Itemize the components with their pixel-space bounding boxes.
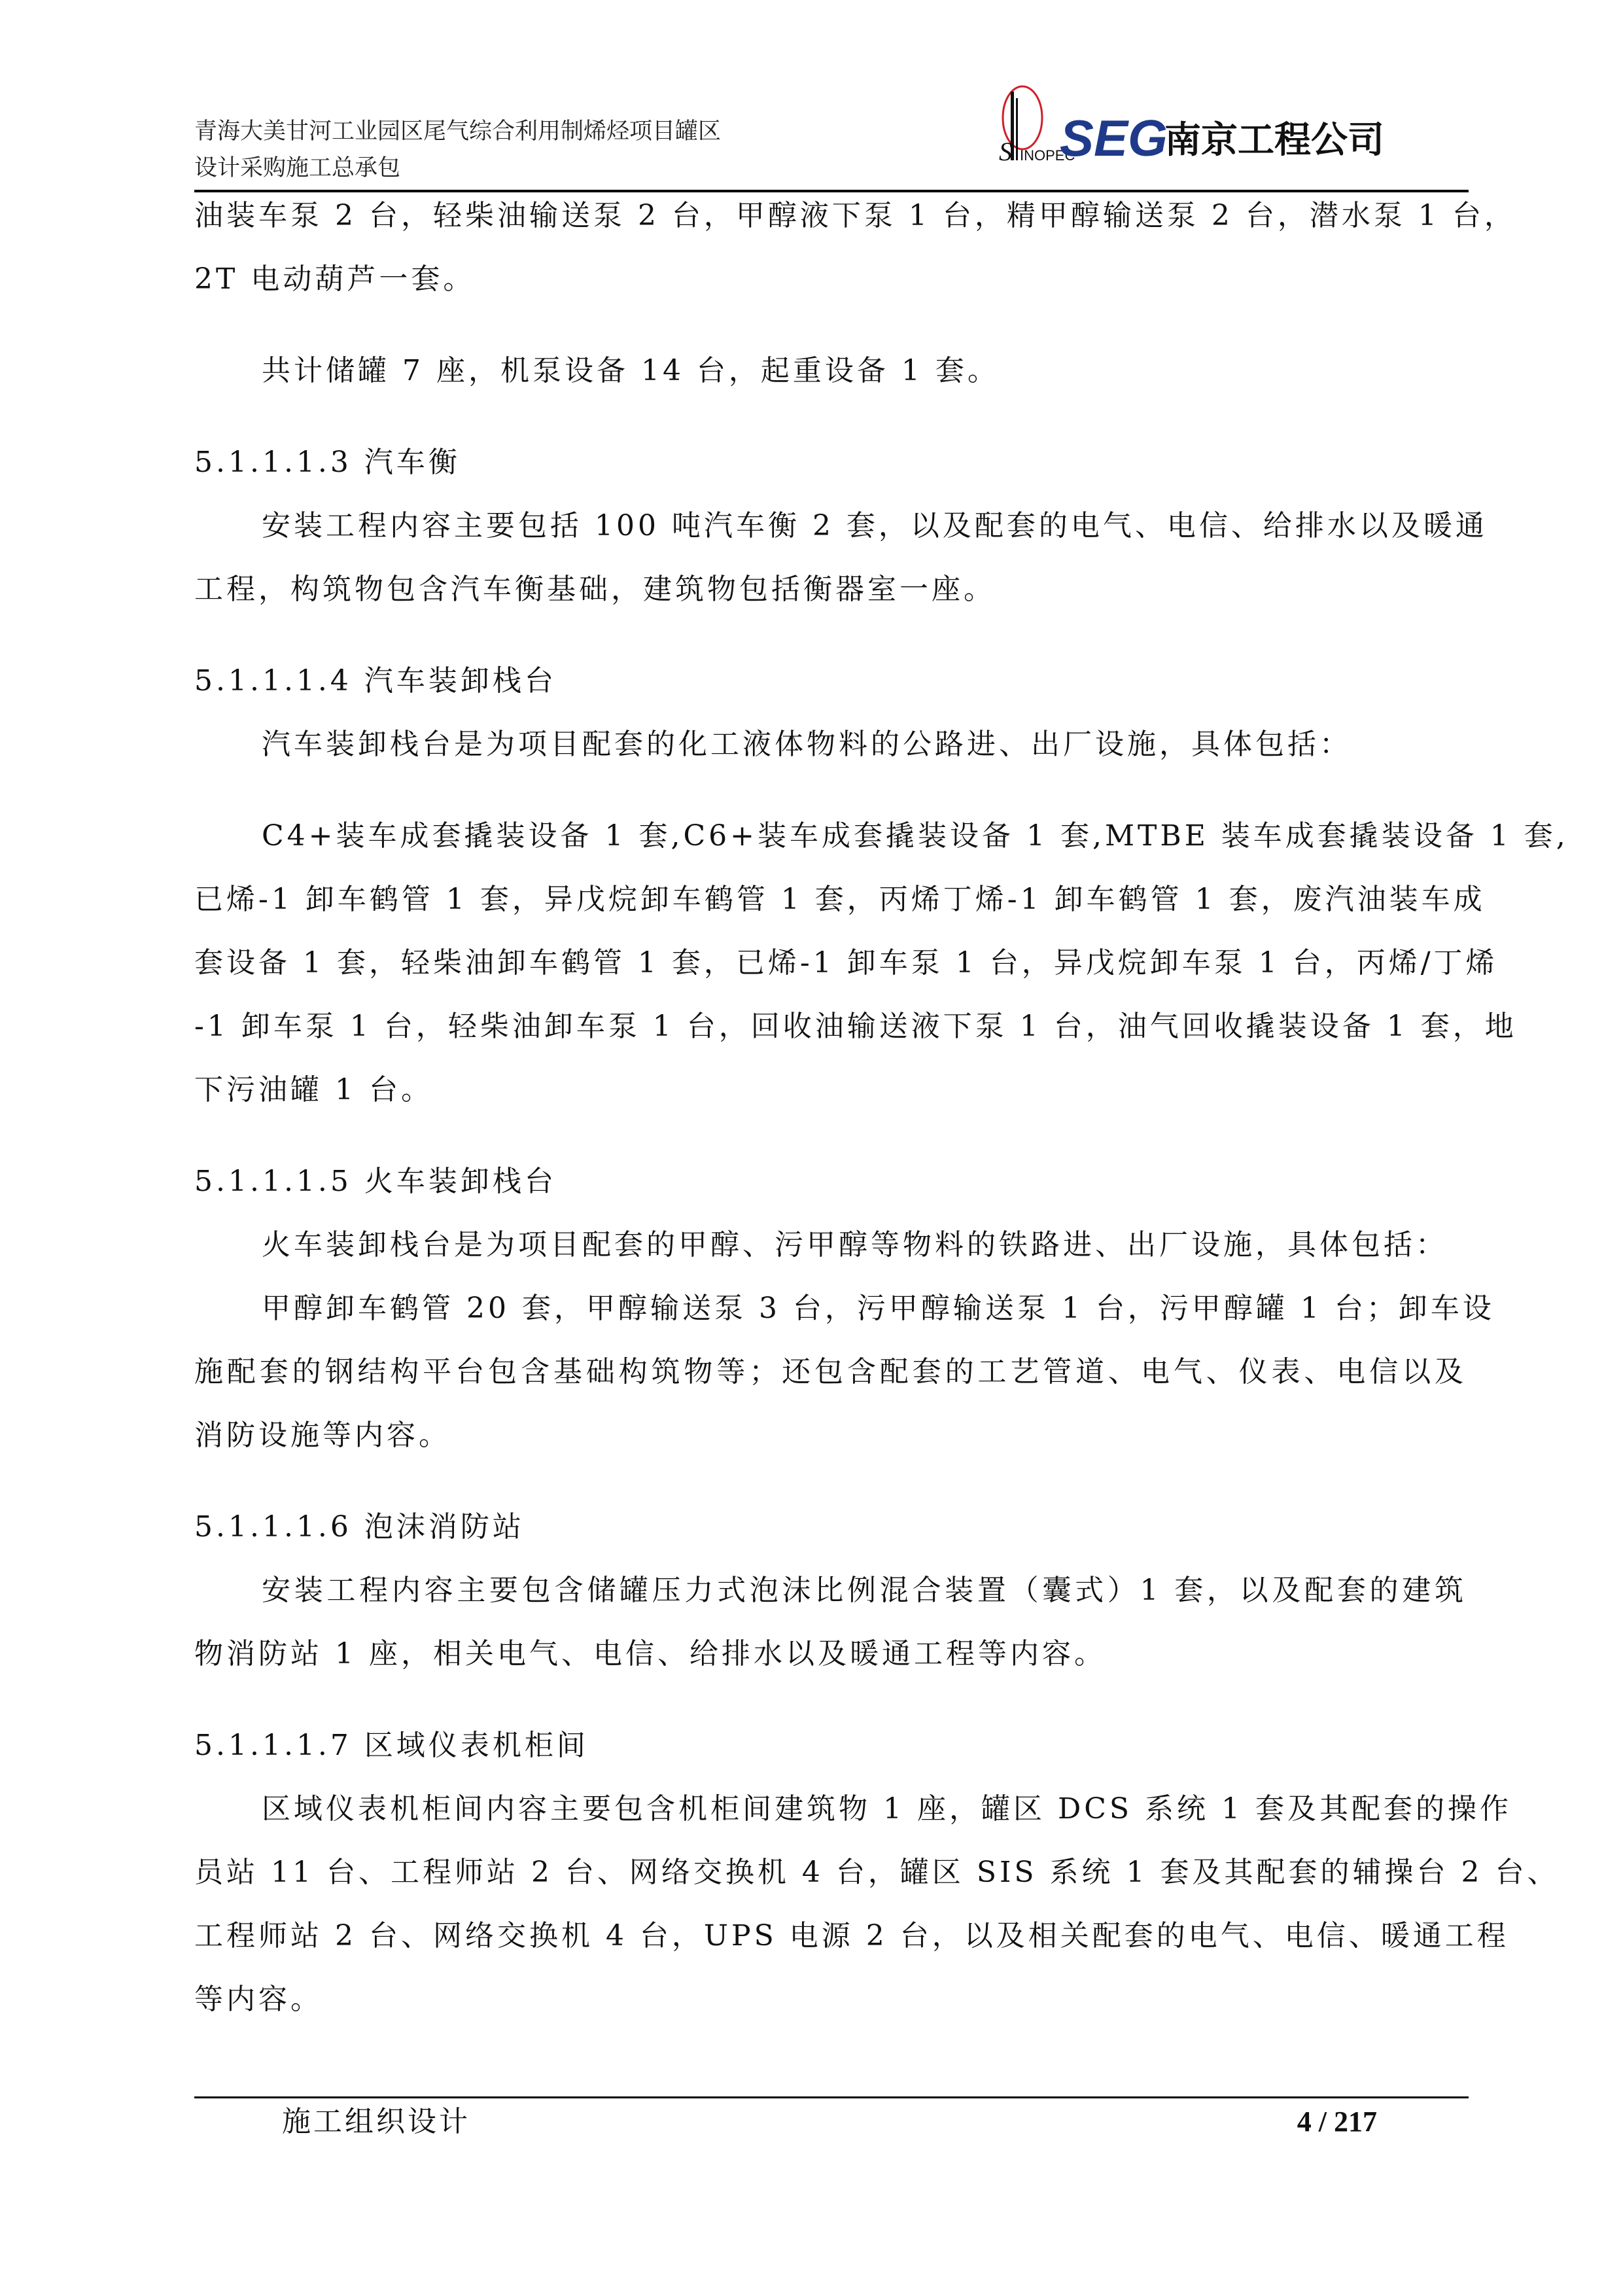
header-project-subtitle: 设计采购施工总承包 <box>194 155 401 181</box>
body-line: 油装车泵 2 台，轻柴油输送泵 2 台，甲醇液下泵 1 台，精甲醇输送泵 2 台，潜水泵 1 台， <box>194 199 1516 232</box>
section-heading-5-1-1-1-5: 5.1.1.1.5 火车装卸栈台 <box>194 1165 557 1198</box>
footer-divider <box>194 2096 1469 2098</box>
sinopec-seg-logo-icon <box>991 85 1384 164</box>
body-line: 下污油罐 1 台。 <box>194 1073 433 1106</box>
body-line: 安装工程内容主要包含储罐压力式泡沫比例混合装置（囊式）1 套，以及配套的建筑 <box>262 1574 1467 1607</box>
svg-text:INOPEC: INOPEC <box>1020 147 1075 164</box>
section-heading-5-1-1-1-6: 5.1.1.1.6 泡沫消防站 <box>194 1510 525 1544</box>
body-line: 工程，构筑物包含汽车衡基础，建筑物包括衡器室一座。 <box>194 573 996 606</box>
body-line: 2T 电动葫芦一套。 <box>194 262 476 296</box>
body-line: 区域仪表机柜间内容主要包含机柜间建筑物 1 座，罐区 DCS 系统 1 套及其配套的操作 <box>262 1792 1512 1826</box>
body-line: -1 卸车泵 1 台，轻柴油卸车泵 1 台，回收油输送液下泵 1 台，油气回收撬装设备 1 套，地 <box>194 1010 1517 1043</box>
body-line: 工程师站 2 台、网络交换机 4 台，UPS 电源 2 台，以及相关配套的电气、电信、暖通工程 <box>194 1919 1509 1952</box>
summary-line: 共计储罐 7 座，机泵设备 14 台，起重设备 1 套。 <box>262 354 1000 387</box>
page-number: 4 / 217 <box>1297 2106 1377 2138</box>
body-line: 等内容。 <box>194 1983 323 2016</box>
body-line: 施配套的钢结构平台包含基础构筑物等；还包含配套的工艺管道、电气、仪表、电信以及 <box>194 1355 1467 1388</box>
svg-text:S: S <box>999 137 1012 164</box>
section-heading-5-1-1-1-3: 5.1.1.1.3 汽车衡 <box>194 446 461 479</box>
svg-text:SEG: SEG <box>1060 109 1168 164</box>
body-line: 消防设施等内容。 <box>194 1419 451 1452</box>
body-line: 汽车装卸栈台是为项目配套的化工液体物料的公路进、出厂设施，具体包括： <box>262 728 1352 761</box>
footer-document-name: 施工组织设计 <box>282 2105 470 2138</box>
body-line: 已烯-1 卸车鹤管 1 套，异戊烷卸车鹤管 1 套，丙烯丁烯-1 卸车鹤管 1 套，废汽油装车成 <box>194 883 1486 916</box>
section-heading-5-1-1-1-4: 5.1.1.1.4 汽车装卸栈台 <box>194 664 557 698</box>
section-heading-5-1-1-1-7: 5.1.1.1.7 区域仪表机柜间 <box>194 1729 589 1762</box>
header-project-title: 青海大美甘河工业园区尾气综合利用制烯烃项目罐区 <box>194 118 722 145</box>
document-body <box>194 184 1569 2031</box>
body-line: C4+装车成套撬装设备 1 套,C6+装车成套撬装设备 1 套,MTBE 装车成套撬装设备 1 套, <box>262 819 1569 853</box>
body-line: 安装工程内容主要包括 100 吨汽车衡 2 套，以及配套的电气、电信、给排水以及暖通 <box>262 509 1488 542</box>
body-line: 员站 11 台、工程师站 2 台、网络交换机 4 台，罐区 SIS 系统 1 套及其配套的辅操台 2 台、 <box>194 1856 1560 1889</box>
svg-text:南京工程公司: 南京工程公司 <box>1164 118 1384 162</box>
body-line: 套设备 1 套，轻柴油卸车鹤管 1 套，已烯-1 卸车泵 1 台，异戊烷卸车泵 1 台，丙烯/丁烯 <box>194 946 1498 980</box>
company-logo <box>991 85 1384 164</box>
body-line: 物消防站 1 座，相关电气、电信、给排水以及暖通工程等内容。 <box>194 1637 1106 1670</box>
body-line: 甲醇卸车鹤管 20 套，甲醇输送泵 3 台，污甲醇输送泵 1 台，污甲醇罐 1 台；卸车设 <box>262 1292 1495 1325</box>
body-line: 火车装卸栈台是为项目配套的甲醇、污甲醇等物料的铁路进、出厂设施，具体包括： <box>262 1228 1448 1262</box>
